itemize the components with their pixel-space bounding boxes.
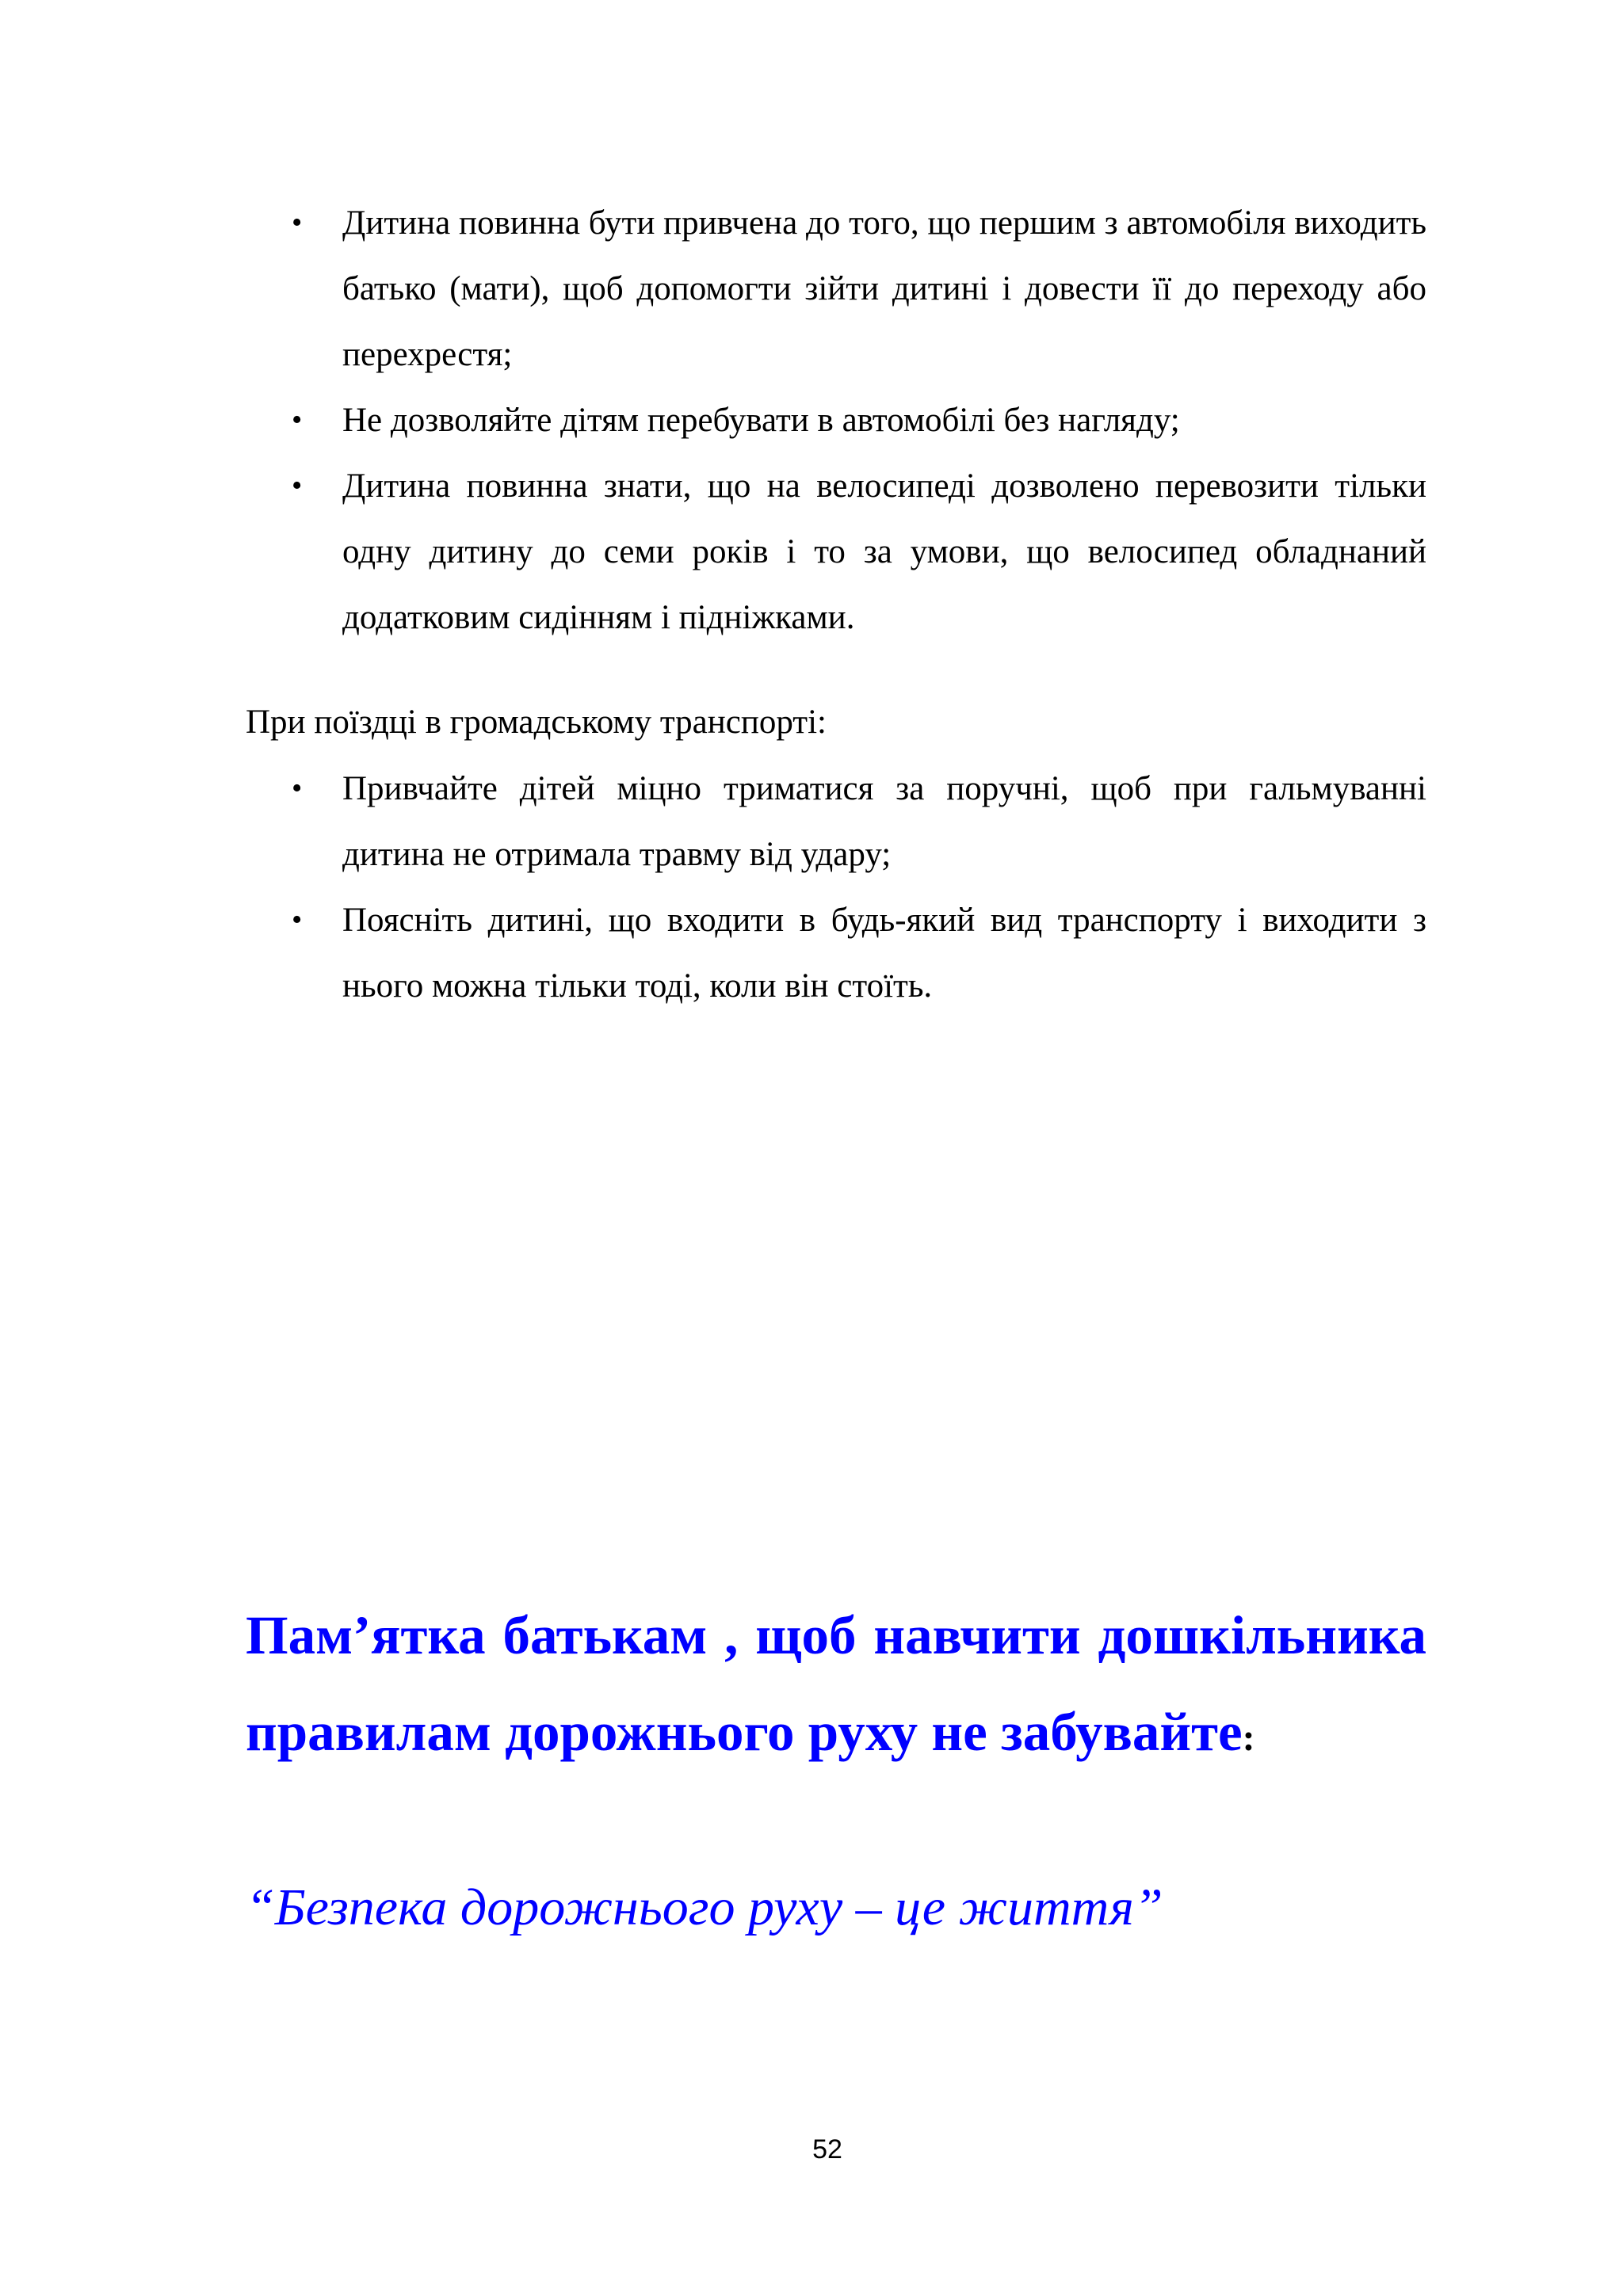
bullet-icon: • — [292, 469, 303, 502]
list-item-text: Не дозволяйте дітям перебувати в автомобілі без нагляду; — [342, 402, 1180, 439]
list-item-text: Дитина повинна бути привчена до того, що першим з автомобіля виходить батько (мати), щоб допомогти зійти дитині і довести її до переходу або перехрестя; — [342, 204, 1426, 373]
bullet-icon: • — [292, 772, 303, 805]
list-item-text: Дитина повинна знати, що на велосипеді дозволено перевозити тільки одну дитину до семи років і то за умови, що велосипед обладнаний додатковим сидінням і підніжками. — [342, 467, 1426, 636]
memo-title — [246, 1587, 1426, 1787]
memo-title-text: Пам’ятка батькам , щоб навчити дошкільника правилам дорожнього руху не забувайте — [246, 1605, 1426, 1762]
list-item — [246, 756, 1426, 887]
list-item-text: Поясніть дитині, що входити в будь-який вид транспорту і виходити з нього можна тільки тоді, коли він стоїть. — [342, 902, 1426, 1005]
list-item — [246, 190, 1426, 387]
list-item — [246, 387, 1426, 453]
bullet-icon: • — [292, 903, 303, 936]
transport-intro: При поїздці в громадському транспорті: — [246, 704, 827, 741]
transport-safety-list — [246, 756, 1426, 1019]
bullet-icon: • — [292, 206, 303, 239]
page-number: 52 — [812, 2134, 842, 2164]
list-item-text: Привчайте дітей міцно триматися за поручні, щоб при гальмуванні дитина не отримала травму від удару; — [342, 770, 1426, 873]
list-item — [246, 453, 1426, 650]
car-safety-list — [246, 190, 1426, 650]
memo-title-colon: : — [1242, 1717, 1255, 1759]
memo-slogan: “Безпека дорожнього руху – це життя” — [246, 1878, 1163, 1936]
list-item — [246, 887, 1426, 1019]
bullet-icon: • — [292, 403, 303, 437]
